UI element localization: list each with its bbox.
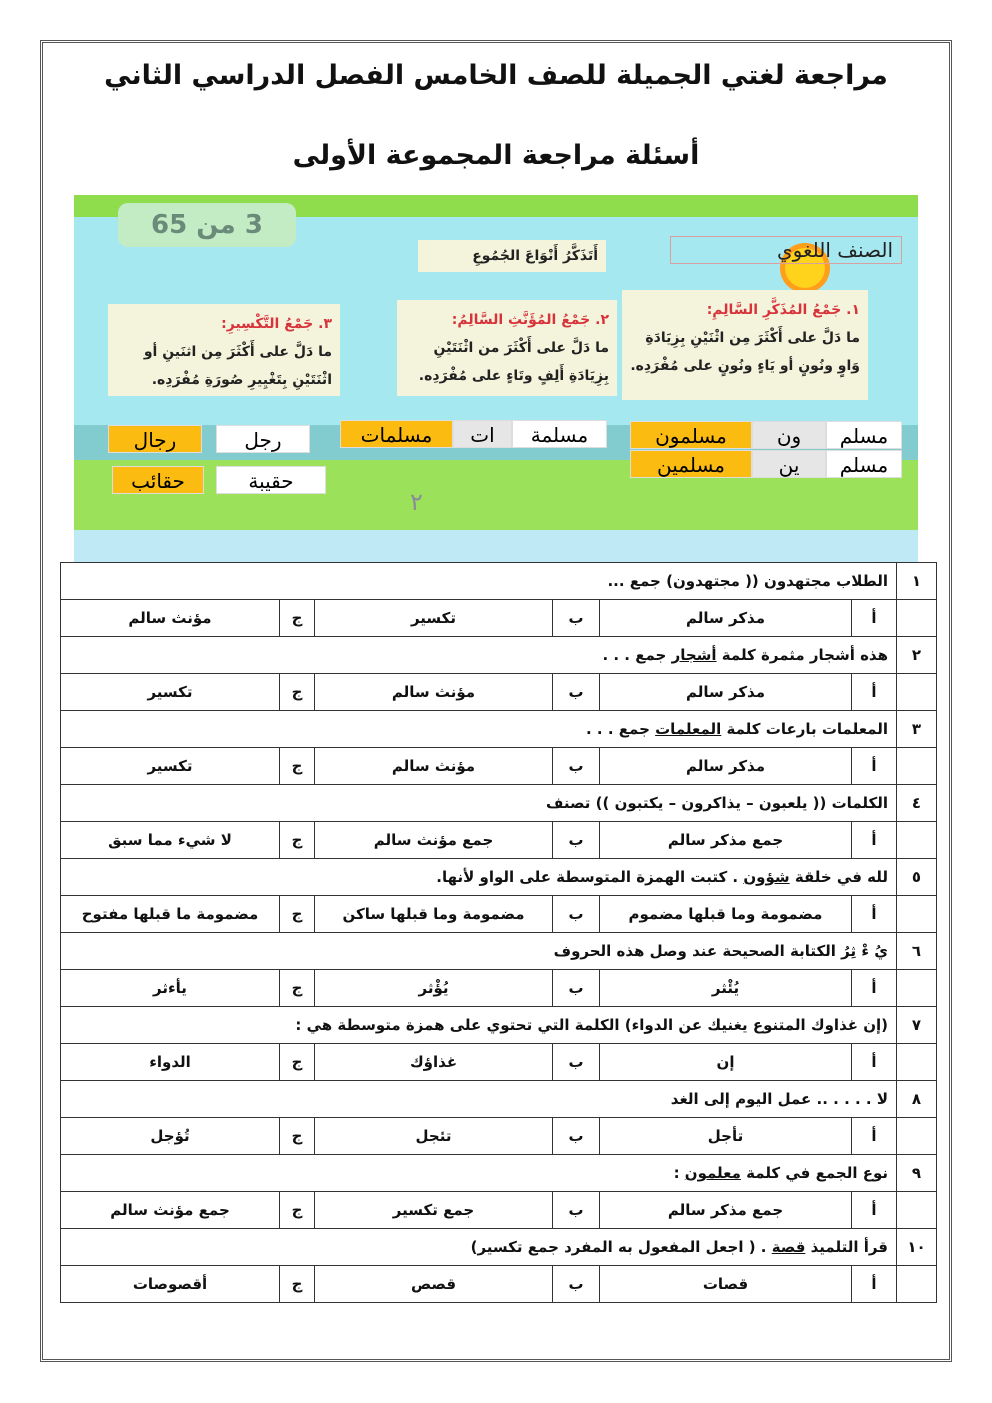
answer-row	[61, 896, 937, 933]
empty-cell	[897, 1118, 937, 1155]
definition-box-feminine	[397, 300, 617, 396]
empty-cell	[897, 1044, 937, 1081]
option-a[interactable]: إن	[600, 1044, 852, 1081]
example-suffix: ون	[752, 421, 826, 449]
question-row	[61, 637, 937, 674]
question-row	[61, 859, 937, 896]
option-b[interactable]: مؤنث سالم	[315, 674, 553, 711]
question-number: ٧	[897, 1007, 937, 1044]
option-a[interactable]: يُئْثر	[600, 970, 852, 1007]
option-letter-b: ب	[553, 600, 600, 637]
answer-row	[61, 970, 937, 1007]
empty-cell	[897, 970, 937, 1007]
option-letter-c: ج	[280, 970, 315, 1007]
option-a[interactable]: قصات	[600, 1266, 852, 1303]
empty-cell	[897, 1266, 937, 1303]
question-text-part: جمع . . .	[586, 720, 656, 738]
definition-text: ما دَلَّ على أَكْثَرَ مِن اثنَينِ أو اثْنَتَيْنِ بِتَغْيِيرِ صُورَةِ مُفْرَدِه.	[143, 344, 332, 388]
question-row	[61, 1229, 937, 1266]
option-c[interactable]: تُؤجل	[61, 1118, 280, 1155]
question-text-part: يُ ءْ ثِرُ الكتابة الصحيحة عند وصل هذه الحروف	[553, 942, 888, 960]
option-a[interactable]: تأجل	[600, 1118, 852, 1155]
empty-cell	[897, 674, 937, 711]
answer-row	[61, 822, 937, 859]
example-word: مسلم	[826, 421, 902, 449]
question-number: ٤	[897, 785, 937, 822]
option-letter-c: ج	[280, 748, 315, 785]
option-letter-b: ب	[553, 674, 600, 711]
answer-row	[61, 1044, 937, 1081]
question-text-part: هذه أشجار مثمرة كلمة	[716, 646, 888, 664]
option-b[interactable]: تكسير	[315, 600, 553, 637]
option-letter-c: ج	[280, 1266, 315, 1303]
option-b[interactable]: مؤنث سالم	[315, 748, 553, 785]
question-text-part: الكلمات (( يلعبون – يذاكرون – يكتبون )) تصنف	[546, 794, 888, 812]
slide-heading: الصنف اللغوي	[670, 236, 902, 264]
option-letter-a: أ	[852, 896, 897, 933]
option-a[interactable]: مذكر سالم	[600, 600, 852, 637]
option-letter-b: ب	[553, 1118, 600, 1155]
question-text	[61, 785, 897, 822]
question-row	[61, 563, 937, 600]
question-text-part: لا . . . . .. عمل اليوم إلى الغد	[670, 1090, 888, 1108]
definition-text: ما دَلَّ على أَكْثَرَ من اثْنَتَيْنِ بِزِيَادَةِ أَلِفٍ وتَاءٍ على مُفْرَدِه.	[418, 340, 609, 384]
answer-row	[61, 600, 937, 637]
option-letter-b: ب	[553, 1266, 600, 1303]
option-c[interactable]: مضمومة ما قبلها مفتوح	[61, 896, 280, 933]
option-letter-a: أ	[852, 1266, 897, 1303]
option-letter-c: ج	[280, 1118, 315, 1155]
option-letter-b: ب	[553, 896, 600, 933]
option-c[interactable]: يأءثر	[61, 970, 280, 1007]
option-letter-c: ج	[280, 1044, 315, 1081]
question-text-part: (إن غذاوك المتنوع يغنيك عن الدواء) الكلمة التي تحتوي على همزة متوسطة هي :	[295, 1016, 888, 1034]
example-suffix: ات	[453, 420, 512, 448]
question-text	[61, 1007, 897, 1044]
question-text	[61, 711, 897, 748]
question-row	[61, 785, 937, 822]
question-number: ١	[897, 563, 937, 600]
question-text-part: جمع . . .	[602, 646, 672, 664]
question-text-part: الطلاب مجتهدون (( مجتهدون) جمع ...	[607, 572, 888, 590]
example-plural: مسلمين	[630, 450, 752, 478]
option-c[interactable]: أقصوصات	[61, 1266, 280, 1303]
option-letter-a: أ	[852, 822, 897, 859]
question-number: ٥	[897, 859, 937, 896]
example-plural: مسلمون	[630, 421, 752, 449]
slide-subheading: أَتَذَكَّرُ أَنْوَاعَ الجُمُوعِ	[418, 240, 606, 272]
question-row	[61, 933, 937, 970]
question-text	[61, 1081, 897, 1118]
option-letter-c: ج	[280, 896, 315, 933]
example-suffix: ين	[752, 450, 826, 478]
definition-title: ١. جَمْعُ المُذَكَّرِ السَّالِمِ:	[706, 302, 860, 318]
question-row	[61, 1007, 937, 1044]
answer-row	[61, 1118, 937, 1155]
example-word: مسلم	[826, 450, 902, 478]
empty-cell	[897, 1192, 937, 1229]
question-row	[61, 711, 937, 748]
question-text-part: قرأ التلميذ	[805, 1238, 888, 1256]
option-b[interactable]: قصص	[315, 1266, 553, 1303]
option-letter-b: ب	[553, 822, 600, 859]
option-b[interactable]: جمع مؤنث سالم	[315, 822, 553, 859]
slide-number: ٢	[410, 488, 423, 516]
questions-table	[60, 562, 937, 1303]
example-plural: مسلمات	[340, 420, 453, 448]
option-a[interactable]: مذكر سالم	[600, 748, 852, 785]
option-letter-a: أ	[852, 674, 897, 711]
empty-cell	[897, 822, 937, 859]
option-a[interactable]: مذكر سالم	[600, 674, 852, 711]
question-number: ٢	[897, 637, 937, 674]
question-text-part: :	[673, 1164, 685, 1182]
question-row	[61, 1081, 937, 1118]
question-text-part: المعلمات بارعات كلمة	[721, 720, 888, 738]
definition-text: ما دَلَّ على أَكْثَرَ مِن اثْنَيْنِ بِزِيَادَةِ وَاوٍ ونُونٍ أو يَاءٍ ونُونٍ على مُفْرَدِه.	[630, 330, 860, 374]
answer-row	[61, 748, 937, 785]
question-text-part: . ( اجعل المفعول به المفرد جمع تكسير)	[470, 1238, 772, 1256]
option-letter-b: ب	[553, 748, 600, 785]
option-letter-a: أ	[852, 1044, 897, 1081]
question-text	[61, 933, 897, 970]
option-c[interactable]: لا شيء مما سبق	[61, 822, 280, 859]
question-text	[61, 859, 897, 896]
slide-page-counter: 3 من 65	[118, 203, 296, 247]
empty-cell	[897, 896, 937, 933]
question-text	[61, 563, 897, 600]
question-underlined-word: معلمون	[684, 1164, 741, 1182]
definition-box-masculine	[622, 290, 868, 400]
example-word: حقيبة	[216, 466, 326, 494]
option-b[interactable]: مضمومة وما قبلها ساكن	[315, 896, 553, 933]
example-plural: رجال	[108, 425, 202, 453]
page-title: مراجعة لغتي الجميلة للصف الخامس الفصل الدراسي الثاني	[104, 60, 888, 91]
question-number: ٣	[897, 711, 937, 748]
option-letter-c: ج	[280, 600, 315, 637]
option-b[interactable]: جمع تكسير	[315, 1192, 553, 1229]
empty-cell	[897, 748, 937, 785]
option-letter-a: أ	[852, 748, 897, 785]
answer-row	[61, 674, 937, 711]
option-c[interactable]: مؤنث سالم	[61, 600, 280, 637]
option-letter-b: ب	[553, 1044, 600, 1081]
option-letter-a: أ	[852, 1192, 897, 1229]
option-a[interactable]: مضمومة وما قبلها مضموم	[600, 896, 852, 933]
question-underlined-word: شؤون	[743, 868, 790, 886]
answer-row	[61, 1192, 937, 1229]
answer-row	[61, 1266, 937, 1303]
option-letter-a: أ	[852, 1118, 897, 1155]
definition-box-broken	[108, 304, 340, 396]
option-letter-a: أ	[852, 600, 897, 637]
question-text	[61, 1155, 897, 1192]
question-number: ٦	[897, 933, 937, 970]
option-a[interactable]: جمع مذكر سالم	[600, 822, 852, 859]
example-word: رجل	[216, 425, 310, 453]
question-underlined-word: أشجار	[671, 646, 717, 664]
question-text-part: لله في خلقة	[789, 868, 888, 886]
question-text-part: نوع الجمع في كلمة	[740, 1164, 888, 1182]
option-b[interactable]: يُؤْثر	[315, 970, 553, 1007]
slide-bottom-strip	[74, 530, 918, 562]
question-row	[61, 1155, 937, 1192]
option-a[interactable]: جمع مذكر سالم	[600, 1192, 852, 1229]
option-letter-a: أ	[852, 970, 897, 1007]
question-number: ٩	[897, 1155, 937, 1192]
option-b[interactable]: تئجل	[315, 1118, 553, 1155]
option-letter-b: ب	[553, 970, 600, 1007]
question-number: ١٠	[897, 1229, 937, 1266]
option-c[interactable]: جمع مؤنث سالم	[61, 1192, 280, 1229]
question-number: ٨	[897, 1081, 937, 1118]
option-c[interactable]: تكسير	[61, 674, 280, 711]
example-word: مسلمة	[512, 420, 607, 448]
option-c[interactable]: الدواء	[61, 1044, 280, 1081]
option-c[interactable]: تكسير	[61, 748, 280, 785]
question-text	[61, 1229, 897, 1266]
page-subtitle: أسئلة مراجعة المجموعة الأولى	[292, 140, 700, 171]
option-letter-b: ب	[553, 1192, 600, 1229]
question-underlined-word: المعلمات	[655, 720, 722, 738]
question-text-part: . كتبت الهمزة المتوسطة على الواو لأنها.	[436, 868, 744, 886]
definition-title: ٢. جَمْعُ المُؤَنَّثِ السَّالِمُ:	[451, 312, 609, 328]
option-letter-c: ج	[280, 1192, 315, 1229]
option-letter-c: ج	[280, 674, 315, 711]
option-b[interactable]: غذاؤك	[315, 1044, 553, 1081]
question-underlined-word: قصة	[771, 1238, 806, 1256]
definition-title: ٣. جَمْعُ التَّكْسِيرِ:	[221, 316, 332, 332]
empty-cell	[897, 600, 937, 637]
question-text	[61, 637, 897, 674]
example-plural: حقائب	[112, 466, 204, 494]
option-letter-c: ج	[280, 822, 315, 859]
